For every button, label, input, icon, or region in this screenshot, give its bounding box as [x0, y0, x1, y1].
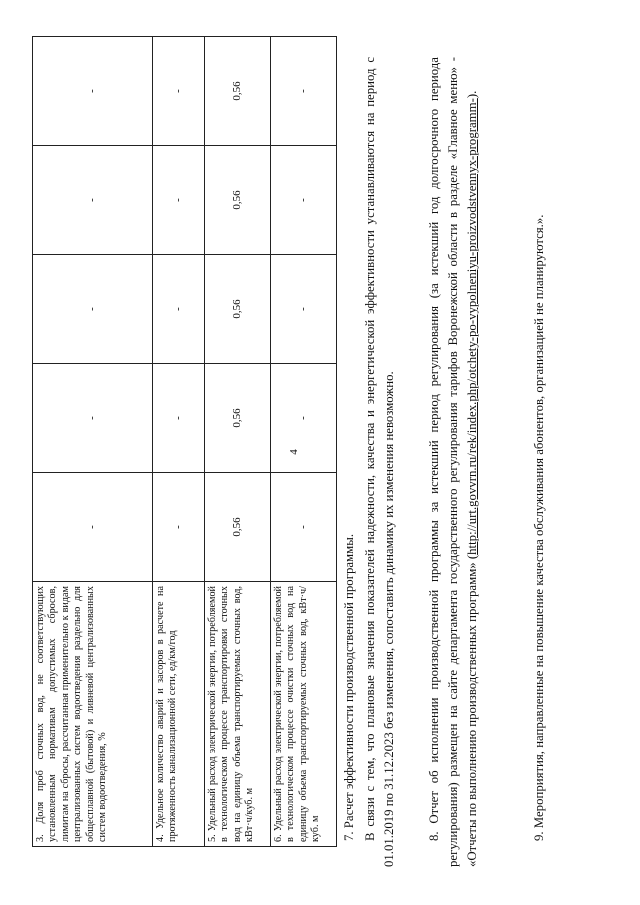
indicator-value: -	[153, 364, 205, 473]
indicator-value: -	[153, 255, 205, 364]
indicator-value: -	[271, 37, 337, 146]
reports-link[interactable]: http://urt.govvrn.ru/rek/index.php/otchety-po-vypolneniyu-proizvodstvennyx-programm-	[465, 98, 479, 555]
section-9-text: 9. Мероприятия, направленные на повышение качества обслуживания абонентов, организацией не планируются.».	[532, 214, 546, 841]
indicator-label: 6. Удельный расход электрической энергии, потребляемой в технологическом процессе очистки сточных вод на единицу объема транспортируемых сточных вод, кВт·ч/куб. м	[271, 582, 337, 847]
indicator-value: 0,56	[205, 37, 271, 146]
indicator-value: -	[271, 255, 337, 364]
indicator-label: 4. Удельное количество аварий и засоров в расчете на протяженность канализационной сети, ед/км/год	[153, 582, 205, 847]
section-8-text	[425, 57, 482, 867]
indicator-value: -	[33, 364, 153, 473]
indicator-label: 5. Удельный расход электрической энергии, потребляемой в технологическом процессе транспортировки сточных вод на единицу объема транспортируемых сточных вод, кВт·ч/куб. м	[205, 582, 271, 847]
section-8-body: 8. Отчет об исполнении производственной программы за истекший период регулирования (за истекший год долгосрочного периода регулирования) размещен на сайте департамента государственного регулирования тарифов Воронежской области в разделе «Главное меню» - «Отчеты по выполнению производственных программ» (	[427, 57, 479, 867]
indicator-value: -	[153, 37, 205, 146]
indicator-value: -	[33, 37, 153, 146]
rotated-landscape-content	[30, 37, 610, 867]
table-row	[153, 37, 205, 847]
table-row	[271, 37, 337, 847]
indicator-value: -	[153, 473, 205, 582]
indicator-value: -	[33, 255, 153, 364]
table-row	[33, 37, 153, 847]
indicator-value: -	[271, 364, 337, 473]
indicator-value: 0,56	[205, 473, 271, 582]
indicator-value: 0,56	[205, 146, 271, 255]
section-8-tail: ).	[465, 90, 479, 99]
page-number: 4	[288, 449, 300, 455]
indicator-value: -	[153, 146, 205, 255]
indicator-value: 0,56	[205, 255, 271, 364]
section-7-title: 7. Расчет эффективности производственной программы.	[342, 533, 356, 841]
table-row	[205, 37, 271, 847]
indicator-value: -	[271, 473, 337, 582]
indicator-value: -	[33, 473, 153, 582]
indicator-value: -	[271, 146, 337, 255]
indicator-value: 0,56	[205, 364, 271, 473]
indicator-value: -	[33, 146, 153, 255]
section-7-text: В связи с тем, что плановые значения показателей надежности, качества и энергетической эффективности устанавливаются на период с 01.01.2019 по 31.12.2023 без изменения, сопоставить динамику их изменения невозможно.	[363, 57, 396, 867]
indicator-label: 3. Доля проб сточных вод, не соответствующих установленным нормативам допустимых сбросов, лимитам на сбросы, рассчитанная применительно к видам централизованных систем водоотведения раздельно для общесплавной (бытовой) и ливневой централизованных систем водоотведения, %	[33, 582, 153, 847]
